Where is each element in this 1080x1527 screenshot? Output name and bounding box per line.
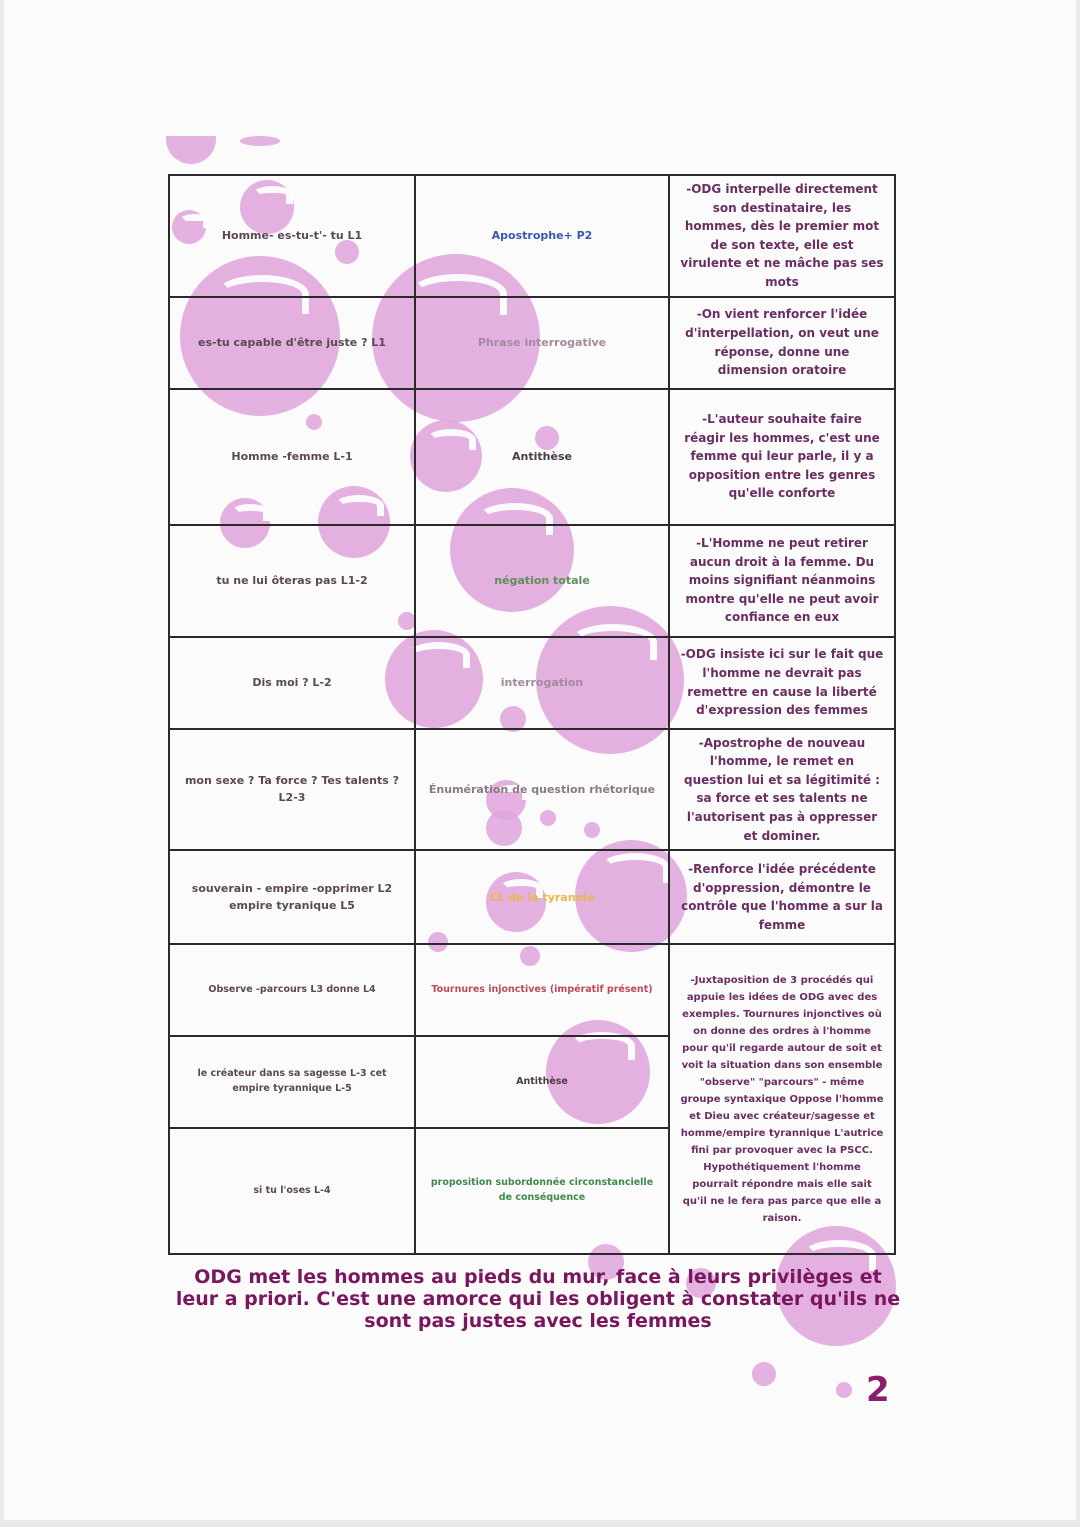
procede-cell: proposition subordonnée circonstancielle de conséquence [415, 1128, 669, 1254]
analyse-cell: -Apostrophe de nouveau l'homme, le remet en question lui et sa légitimité : sa force et ses talents ne l'autorisent pas à oppresser et dominer. [669, 729, 895, 851]
procede-cell: Énumération de question rhétorique [415, 729, 669, 851]
table-row [169, 525, 895, 637]
expression-cell: souverain - empire -opprimer L2 empire tyranique L5 [169, 850, 415, 944]
expression-cell: Homme- es-tu-t'- tu L1 [169, 175, 415, 297]
expression-cell: tu ne lui ôteras pas L1-2 [169, 525, 415, 637]
table-row [169, 729, 895, 851]
procede-cell: Tournures injonctives (impératif présent) [415, 944, 669, 1036]
table-row [169, 389, 895, 525]
procede-cell: interrogation [415, 637, 669, 729]
analysis-table [168, 174, 896, 1255]
table-row [169, 297, 895, 389]
procede-cell: Apostrophe+ P2 [415, 175, 669, 297]
expression-cell: si tu l'oses L-4 [169, 1128, 415, 1254]
table-row [169, 850, 895, 944]
procede-cell: Phrase interrogative [415, 297, 669, 389]
page-number: 2 [866, 1370, 890, 1410]
expression-cell: mon sexe ? Ta force ? Tes talents ? L2-3 [169, 729, 415, 851]
conclusion-text: ODG met les hommes au pieds du mur, face à leurs privilèges et leur a priori. C'est une amorce qui les obligent à constater qu'ils ne sont pas justes avec les femmes [175, 1266, 901, 1332]
analyse-cell: -Renforce l'idée précédente d'oppression, démontre le contrôle que l'homme a sur la femme [669, 850, 895, 944]
merged-analyse-cell: -Juxtaposition de 3 procédés qui appuie les idées de ODG avec des exemples. Tournures injonctives où on donne des ordres à l'homme pour qu'il regarde autour de soit et voit la situation dans son ensemble "observe" "parcours" - même groupe syntaxique Oppose l'homme et Dieu avec créateur/sagesse et homme/empire tyrannique L'autrice fini par provoquer avec la PSCC. Hypothétiquement l'homme pourrait répondre mais elle sait qu'il ne le fera pas parce que elle a raison. [669, 944, 895, 1254]
procede-cell: Antithèse [415, 1036, 669, 1128]
analyse-cell: -On vient renforcer l'idée d'interpellation, on veut une réponse, donne une dimension oratoire [669, 297, 895, 389]
expression-cell: Observe -parcours L3 donne L4 [169, 944, 415, 1036]
procede-cell: négation totale [415, 525, 669, 637]
expression-cell: es-tu capable d'être juste ? L1 [169, 297, 415, 389]
table-row [169, 944, 895, 1036]
table-row [169, 175, 895, 297]
procede-cell: Antithèse [415, 389, 669, 525]
analyse-cell: -ODG insiste ici sur le fait que l'homme ne devrait pas remettre en cause la liberté d'expression des femmes [669, 637, 895, 729]
analyse-cell: -L'Homme ne peut retirer aucun droit à la femme. Du moins signifiant néanmoins montre qu'elle ne peut avoir confiance en eux [669, 525, 895, 637]
analyse-cell: -ODG interpelle directement son destinataire, les hommes, dès le premier mot de son texte, elle est virulente et ne mâche pas ses mots [669, 175, 895, 297]
expression-cell: le créateur dans sa sagesse L-3 cet empire tyrannique L-5 [169, 1036, 415, 1128]
expression-cell: Homme -femme L-1 [169, 389, 415, 525]
expression-cell: Dis moi ? L-2 [169, 637, 415, 729]
table-row [169, 637, 895, 729]
procede-cell: CL de la tyrannie [415, 850, 669, 944]
analyse-cell: -L'auteur souhaite faire réagir les hommes, c'est une femme qui leur parle, il y a opposition entre les genres qu'elle conforte [669, 389, 895, 525]
